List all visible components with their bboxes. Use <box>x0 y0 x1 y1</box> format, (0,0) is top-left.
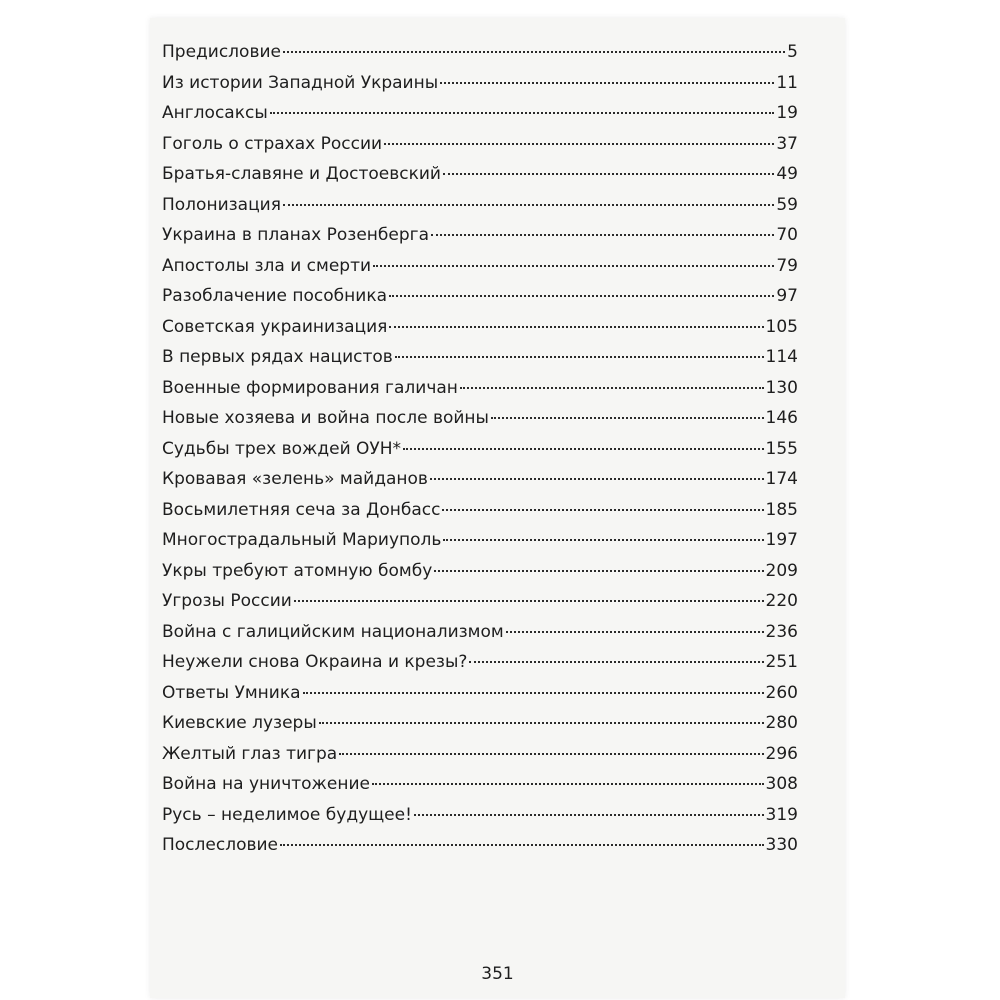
toc-entry-page: 251 <box>765 652 798 672</box>
toc-entry-page: 330 <box>765 835 798 855</box>
toc-entry <box>162 42 798 73</box>
toc-entry-title: Кровавая «зелень» майданов <box>162 469 428 489</box>
toc-entry <box>162 835 798 866</box>
toc-entry-title: Русь – неделимое будущее! <box>162 804 412 825</box>
toc-entry <box>162 622 798 653</box>
toc-entry-page: 146 <box>765 408 798 428</box>
toc-dot-leader <box>442 509 763 511</box>
toc-dot-leader <box>373 265 774 267</box>
toc-entry-page: 105 <box>765 316 798 337</box>
toc-entry <box>162 744 798 775</box>
toc-dot-leader <box>434 570 763 572</box>
toc-entry-page: 308 <box>765 774 798 794</box>
toc-entry <box>162 591 798 622</box>
toc-entry-page: 5 <box>787 42 798 62</box>
toc-dot-leader <box>403 448 763 450</box>
toc-entry <box>162 195 798 226</box>
toc-entry <box>162 317 798 348</box>
toc-entry-title: Многострадальный Мариуполь <box>162 530 442 550</box>
toc-dot-leader <box>460 387 764 389</box>
toc-entry <box>162 439 798 470</box>
toc-entry-page: 114 <box>765 347 798 367</box>
toc-entry <box>162 530 798 561</box>
toc-dot-leader <box>389 326 763 328</box>
toc-entry <box>162 164 798 195</box>
toc-entry <box>162 683 798 714</box>
toc-entry <box>162 500 798 531</box>
toc-dot-leader <box>283 51 785 53</box>
toc-entry-page: 236 <box>765 621 798 642</box>
toc-entry-title: Послесловие <box>162 835 278 855</box>
toc-entry <box>162 408 798 439</box>
table-of-contents <box>162 42 798 866</box>
toc-entry-title: Ответы Умника <box>162 682 301 703</box>
toc-entry <box>162 73 798 104</box>
toc-dot-leader <box>431 234 774 236</box>
toc-dot-leader <box>389 295 774 297</box>
toc-entry <box>162 469 798 500</box>
toc-dot-leader <box>414 814 764 816</box>
toc-entry-title: В первых рядах нацистов <box>162 347 393 367</box>
toc-dot-leader <box>319 722 764 724</box>
toc-entry-page: 130 <box>765 377 798 398</box>
toc-entry-title: Новые хозяева и война после войны <box>162 408 489 428</box>
toc-dot-leader <box>491 417 764 419</box>
toc-entry <box>162 286 798 317</box>
toc-dot-leader <box>280 844 764 846</box>
toc-entry-page: 79 <box>776 255 798 276</box>
toc-entry-page: 197 <box>765 530 798 550</box>
toc-entry-page: 220 <box>765 591 798 611</box>
toc-entry <box>162 805 798 836</box>
toc-entry <box>162 378 798 409</box>
toc-entry-page: 280 <box>765 713 798 733</box>
toc-entry <box>162 774 798 805</box>
toc-entry-title: Военные формирования галичан <box>162 377 458 398</box>
toc-dot-leader <box>395 356 764 358</box>
toc-dot-leader <box>440 82 774 84</box>
toc-entry-title: Угрозы России <box>162 591 292 611</box>
toc-dot-leader <box>430 478 764 480</box>
toc-entry-title: Гоголь о страхах России <box>162 133 383 154</box>
toc-dot-leader <box>443 539 763 541</box>
toc-entry-page: 319 <box>765 804 798 825</box>
toc-entry <box>162 103 798 134</box>
toc-dot-leader <box>294 600 764 602</box>
toc-entry-page: 185 <box>765 499 798 520</box>
toc-entry <box>162 347 798 378</box>
toc-entry <box>162 256 798 287</box>
toc-entry-title: Англосаксы <box>162 103 268 123</box>
toc-entry-title: Война на уничтожение <box>162 774 370 794</box>
toc-entry-title: Неужели снова Окраина и крезы? <box>162 652 468 672</box>
toc-entry-page: 296 <box>765 743 798 764</box>
toc-dot-leader <box>384 143 774 145</box>
toc-entry-title: Апостолы зла и смерти <box>162 255 372 276</box>
toc-entry-title: Война с галицийским национализмом <box>162 621 504 642</box>
toc-entry-page: 97 <box>776 286 798 306</box>
toc-entry-page: 11 <box>776 72 798 93</box>
toc-entry <box>162 225 798 256</box>
toc-dot-leader <box>443 173 774 175</box>
toc-entry-title: Восьмилетняя сеча за Донбасс <box>162 499 441 520</box>
toc-entry-page: 19 <box>776 103 798 123</box>
page-number: 351 <box>481 964 514 984</box>
toc-entry-title: Братья-славяне и Достоевский <box>162 164 441 184</box>
book-page <box>150 18 845 998</box>
toc-dot-leader <box>469 661 763 663</box>
toc-entry <box>162 561 798 592</box>
toc-entry <box>162 134 798 165</box>
toc-entry-page: 260 <box>765 682 798 703</box>
toc-entry-title: Киевские лузеры <box>162 713 317 733</box>
toc-entry <box>162 713 798 744</box>
toc-entry-page: 174 <box>765 469 798 489</box>
toc-entry-page: 49 <box>776 164 798 184</box>
toc-entry-title: Укры требуют атомную бомбу <box>162 560 433 581</box>
toc-dot-leader <box>283 204 774 206</box>
toc-dot-leader <box>270 112 775 114</box>
toc-entry-page: 155 <box>765 438 798 459</box>
toc-entry <box>162 652 798 683</box>
toc-dot-leader <box>372 783 764 785</box>
toc-entry-title: Украина в планах Розенберга <box>162 225 429 245</box>
toc-entry-title: Разоблачение пособника <box>162 286 388 306</box>
toc-dot-leader <box>303 692 764 694</box>
toc-entry-title: Желтый глаз тигра <box>162 743 338 764</box>
toc-entry-page: 70 <box>776 225 798 245</box>
toc-dot-leader <box>506 631 764 633</box>
toc-entry-title: Советская украинизация <box>162 316 388 337</box>
toc-entry-title: Из истории Западной Украины <box>162 72 439 93</box>
toc-entry-page: 59 <box>776 194 798 215</box>
toc-entry-page: 209 <box>765 560 798 581</box>
toc-entry-title: Предисловие <box>162 42 281 62</box>
toc-entry-title: Судьбы трех вождей ОУН* <box>162 438 402 459</box>
toc-dot-leader <box>339 753 763 755</box>
toc-entry-title: Полонизация <box>162 194 281 215</box>
toc-entry-page: 37 <box>776 133 798 154</box>
